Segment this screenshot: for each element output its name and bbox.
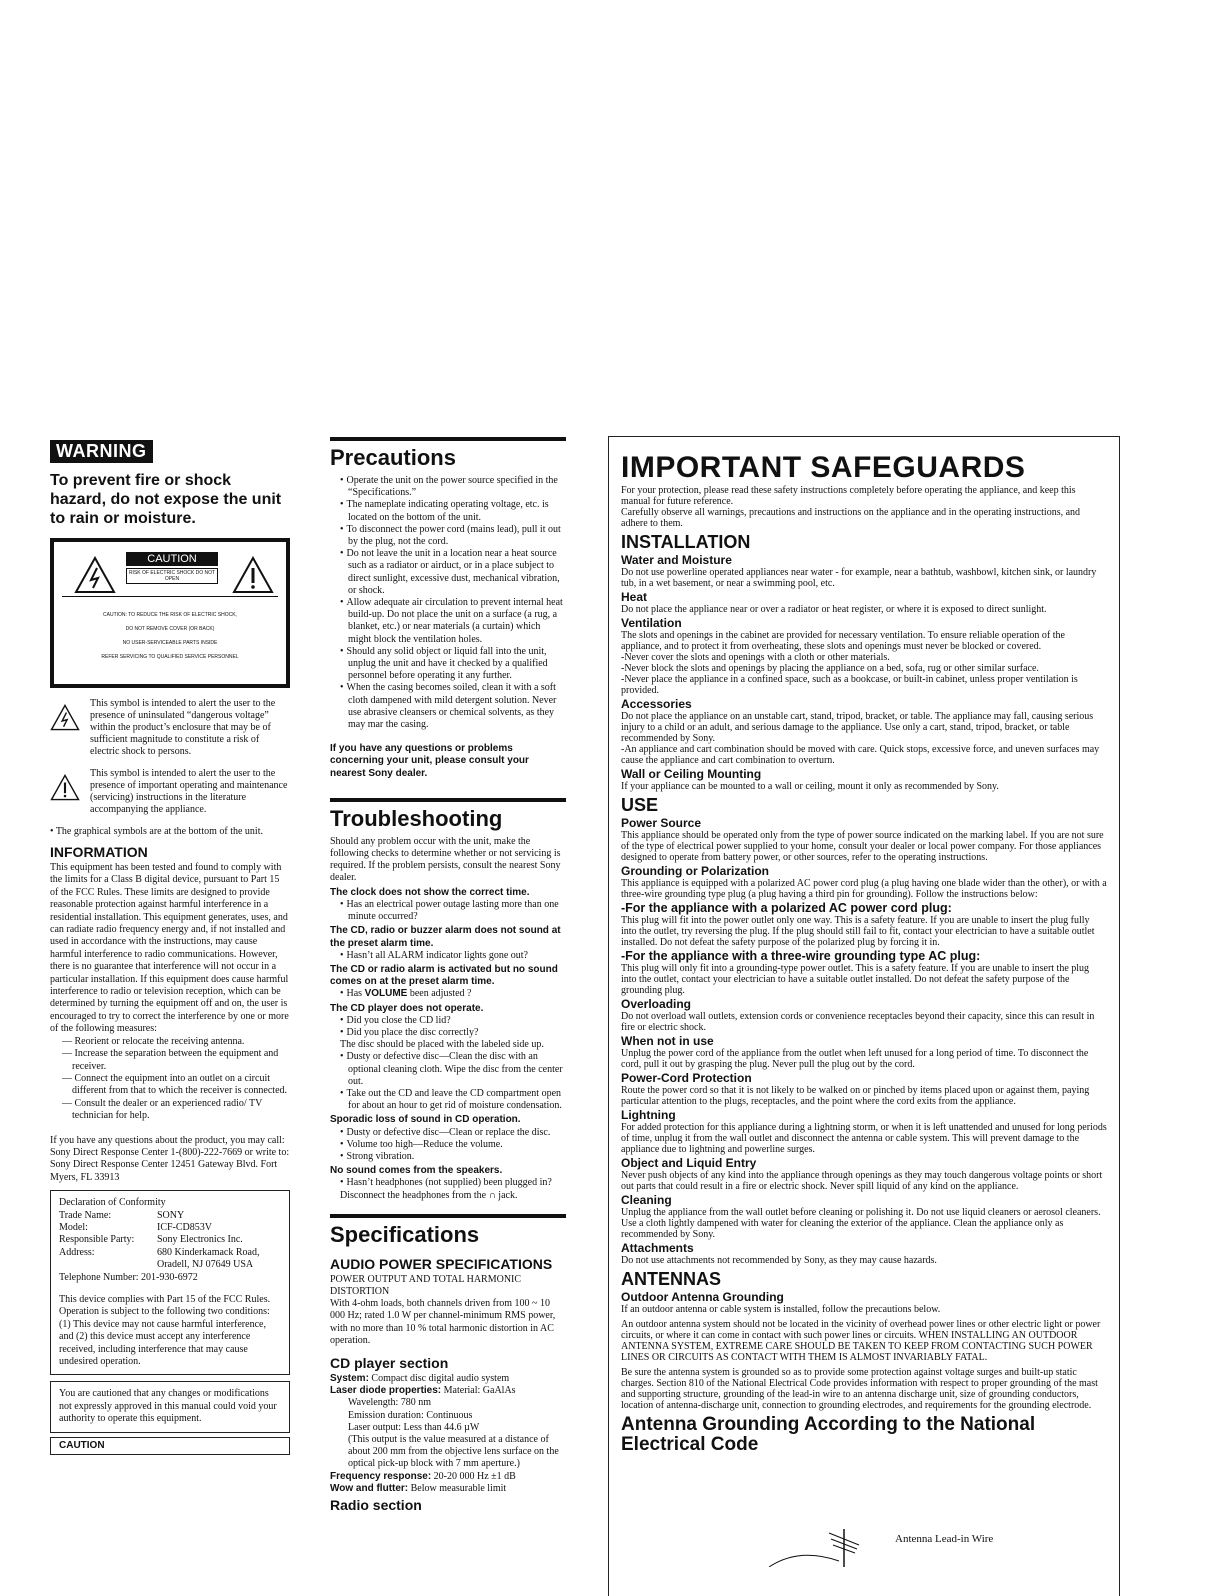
symbol-explanation-instructions: This symbol is intended to alert the user to the presence of important operating and maintenance (servicing) instructions in the literature accompanying the appliance. <box>50 768 290 816</box>
cd-player-heading: CD player section <box>330 1354 449 1371</box>
lightning-triangle-icon <box>74 556 116 594</box>
declaration-of-conformity: Declaration of Conformity Trade Name: SONY Model: ICF-CD853V Responsible Party: Sony Electronics Inc. Address: 680 Kinderkamack Road, Oradell, NJ 07649 USA Telephone Number: 201-930-6972 This device complies with Part 15 of the FCC Rules. Operation is subject to the following two conditions: (1) This device may not cause harmful interference, and (2) this device must accept any interference received, including interference that may cause undesired operation. <box>50 1190 290 1375</box>
contact-text: If you have any questions about the product, you may call: Sony Direct Response Center 1-(800)-222-7669 or write to: Sony Direct Response Center 12451 Gateway Blvd. Fort Myers, FL 33913 <box>50 1134 290 1183</box>
important-safeguards-panel: IMPORTANT SAFEGUARDS For your protection, please read these safety instructions completely before operating the appliance, and keep this manual for future reference. Carefully observe all warnings, precautions and instructions on the appliance and in the operating instructions, and adhere to them. INSTALLATION Water and Moisture Do not use powerline operated appliances near water - for example, near a bathtub, washbowl, kitchen sink, or laundry tub, in a wet basement, or near a swimming pool, etc. Heat Do not place the appliance near or over a radiator or heat register, or where it is exposed to direct sunlight. Ventilation The slots and openings in the cabinet are provided for necessary ventilation. To ensure reliable operation of the appliance, and to protect it from overheating, these slots and openings must never be blocked or covered. -Never cover the slots and openings with a cloth or other materials. -Never block the slots and openings by placing the appliance on a bed, sofa, rug or other similar surface. -Never place the appliance in a confined space, such as a bookcase, or built-in cabinet, unless proper ventilation is provided. Accessories Do not place the appliance on an unstable cart, stand, tripod, bracket, or table. The appliance may fall, causing serious injury to a child or an adult, and serious damage to the appliance. Use only a cart, stand, tripod, bracket, or table recommended by Sony. -An appliance and cart combination should be moved with care. Quick stops, excessive force, and uneven surfaces may cause the appliance and cart combination to overturn. Wall or Ceiling Mounting If your appliance can be mounted to a wall or ceiling, mount it only as recommended by Sony. USE Power Source This appliance should be operated only from the type of power source indicated on the marking label. If you are not sure of the type of electrical power supplied to your home, consult your dealer or local power company. For those appliances designed to operate from battery power, or other sources, refer to the operating instructions. Grounding or Polarization This appliance is equipped with a polarized AC power cord plug (a plug having one blade wider than the other), or with a three-wire grounding type plug (a plug having a third pin for grounding). Follow the instructions below: -For the appliance with a polarized AC power cord plug: This plug will fit into the power outlet only one way. This is a safety feature. If you are unable to insert the plug fully into the outlet, try reversing the plug. If the plug should still fail to fit, contact your electrician to have a suitable outlet installed. Do not defeat the safety purpose of the polarized plug by forcing it in. -For the appliance with a three-wire grounding type AC plug: This plug will only fit into a grounding-type power outlet. This is a safety feature. If you are unable to insert the plug into the outlet, contact your electrician to have a suitable outlet installed. Do not defeat the safety purpose of the grounding plug. Overloading Do not overload wall outlets, extension cords or convenience receptacles beyond their capacity, since this can result in fire or electric shock. When not in use Unplug the power cord of the appliance from the outlet when left unused for a long period of time. To disconnect the cord, pull it out by grasping the plug. Never pull the plug out by the cord. Power-Cord Protection Route the power cord so that it is not likely to be walked on or pinched by items placed upon or against them, paying particular attention to the plugs, receptacles, and the point where the cord exits from the appliance. Lightning For added protection for this appliance during a lightning storm, or when it is left unattended and unused for long periods of time, unplug it from the wall outlet and disconnect the antenna or cable system. This will prevent damage to the appliance due to lightning and powerline surges. Object and Liquid Entry Never push objects of any kind into the appliance through openings as they may touch dangerous voltage points or short out parts that could result in a fire or electric shock. Never spill liquid of any kind on the appliance. Cleaning Unplug the appliance from the wall outlet before cleaning or polishing it. Do not use liquid cleaners or aerosol cleaners. Use a cloth lightly dampened with water for cleaning the exterior of the appliance. Clean the appliance only as recommended by Sony. Attachments Do not use attachments not recommended by Sony, as they may cause hazards. ANTENNAS Outdoor Antenna Grounding If an outdoor antenna or cable system is installed, follow the precautions below. An outdoor antenna system should not be located in the vicinity of overhead power lines or other electric light or power circuits, or where it can come in contact with such power lines or circuits. WHEN INSTALLING AN OUTDOOR ANTENNA SYSTEM, EXTREME CARE SHOULD BE TAKEN TO KEEP FROM CONTACTING SUCH POWER LINES OR CIRCUITS AS CONTACT WITH THEM IS ALMOST INVARIABLY FATAL. Be sure the antenna system is grounded so as to provide some protection against voltage surges and built-up static charges. Section 810 of the National Electrical Code provides information with respect to proper grounding of the mast and supporting structure, grounding of the lead-in wire to an antenna discharge unit, size of grounding conductors, location of antenna-discharge unit, connection to grounding electrodes, and requirements for the grounding electrode. Antenna Grounding According to the National Electrical Code Antenna Lead-in Wire <box>608 436 1120 1596</box>
precautions-list <box>330 475 566 731</box>
list-item: • Has an electrical power outage lasting more than one minute occurred? <box>340 899 566 923</box>
list-item: • Take out the CD and leave the CD compartment open for about an hour to get rid of moisture condensation. <box>340 1088 566 1112</box>
list-item: • Do not leave the unit in a location near a heat source such as a radiator or airduct, or in a place subject to direct sunlight, excessive dust, mechanical vibration, or shock. <box>340 548 566 597</box>
list-item: • When the casing becomes soiled, clean it with a soft cloth dampened with mild detergent solution. Never use abrasive cleansers or chemical solvents, as they may mar the casing. <box>340 682 566 731</box>
installation-heading: INSTALLATION <box>621 532 751 552</box>
list-item: — Connect the equipment into an outlet on a circuit different from that to which the receiver is connected. <box>62 1072 288 1097</box>
list-item: • Hasn’t all ALARM indicator lights gone out? <box>340 950 566 962</box>
list-item: • Did you close the CD lid? <box>340 1015 566 1027</box>
antennas-heading: ANTENNAS <box>621 1269 722 1289</box>
warning-heading: To prevent fire or shock hazard, do not expose the unit to rain or moisture. <box>50 472 282 527</box>
caution-label: CAUTION RISK OF ELECTRIC SHOCK DO NOT OPEN <box>126 552 218 584</box>
antenna-grounding-diagram <box>759 1527 1099 1587</box>
interference-measures <box>50 1036 290 1123</box>
audio-specs-heading: AUDIO POWER SPECIFICATIONS <box>330 1255 553 1272</box>
list-item: • The nameplate indicating operating voltage, etc. is located on the bottom of the unit. <box>340 499 566 523</box>
warning-badge: WARNING <box>50 440 153 463</box>
specifications-heading: Specifications <box>330 1221 480 1247</box>
lightning-triangle-icon <box>50 704 80 731</box>
troubleshooting-intro: Should any problem occur with the unit, make the following checks to determine whether or not servicing is required. If the problem persists, consult the nearest Sony dealer. <box>330 835 561 884</box>
list-item: • Allow adequate air circulation to prevent internal heat build-up. Do not place the unit on a surface (a rug, a blanket, etc.) or near materials (a curtain) which might block the ventilation holes. <box>340 597 566 646</box>
list-item: • Hasn’t headphones (not supplied) been plugged in? <box>340 1177 566 1189</box>
bottom-caution: CAUTION <box>50 1437 290 1455</box>
information-heading: INFORMATION <box>50 844 148 860</box>
troubleshooting-heading: Troubleshooting <box>330 805 503 831</box>
precautions-heading: Precautions <box>330 445 456 470</box>
changes-caution: You are cautioned that any changes or modifications not expressly approved in this manual could void your authority to operate this equipment. <box>50 1381 290 1432</box>
exclamation-triangle-icon <box>50 774 80 801</box>
information-text: This equipment has been tested and found to comply with the limits for a Class B digital device, pursuant to Part 15 of the FCC Rules. These limits are designed to provide reasonable protection against harmful interference in a residential installation. This equipment generates, uses, and can radiate radio frequency energy and, if not installed and used in accordance with the instructions, may cause harmful interference to radio communications. However, there is no guarantee that interference will not occur in a particular installation. If this equipment does cause harmful interference to radio or television reception, which can be determined by turning the equipment off and on, the user is encouraged to try to correct the interference by one or more of the following measures: <box>50 862 289 1035</box>
list-item: • Dusty or defective disc—Clean or replace the disc. <box>340 1127 566 1139</box>
exclamation-triangle-icon <box>232 556 274 594</box>
safeguards-title: IMPORTANT SAFEGUARDS <box>621 451 1026 484</box>
precautions-contact: If you have any questions or problems concerning your unit, please consult your nearest Sony dealer. <box>330 743 529 779</box>
list-item: • Volume too high—Reduce the volume. <box>340 1139 566 1151</box>
radio-section-heading: Radio section <box>330 1497 422 1514</box>
list-item: • Has VOLUME been adjusted ? <box>340 988 566 1000</box>
nec-heading: Antenna Grounding According to the National Electrical Code <box>621 1414 1036 1455</box>
list-item: • Strong vibration. <box>340 1151 566 1163</box>
graphical-symbols-note: • The graphical symbols are at the bottom of the unit. <box>50 826 263 837</box>
symbol-explanation-voltage: This symbol is intended to alert the user to the presence of uninsulated “dangerous voltage” within the product’s enclosure that may be of sufficient magnitude to constitute a risk of electric shock to persons. <box>50 698 290 758</box>
list-item: • Dusty or defective disc—Clean the disc with an optional cleaning cloth. Wipe the disc from the center out. <box>340 1051 566 1088</box>
list-item: — Increase the separation between the equipment and receiver. <box>62 1048 279 1072</box>
caution-label-box <box>50 538 290 688</box>
antenna-lead-in-label: Antenna Lead-in Wire <box>895 1533 994 1545</box>
list-item: • To disconnect the power cord (mains lead), pull it out by the plug, not the cord. <box>340 524 566 548</box>
list-item: — Reorient or relocate the receiving antenna. <box>62 1035 245 1047</box>
middle-column: Precautions • Operate the unit on the power source specified in the “Specifications.” • The nameplate indicating operating voltage, etc. is located on the bottom of the unit. • To disconnect the power cord (mains lead), pull it out by the plug, not the cord. • Do not leave the unit in a location near a heat source such as a radiator or airduct, or in a place subject to direct sunlight, excessive dust, mechanical vibration, or shock. • Allow adequate air circulation to prevent internal heat build-up. Do not place the unit on a surface (a rug, a blanket, etc.) or near materials (a curtain) which might block the ventilation holes. • Should any solid object or liquid fall into the unit, unplug the unit and have it checked by a qualified personnel before operating it any further. • When the casing becomes soiled, clean it with a soft cloth dampened with mild detergent solution. Never use abrasive cleansers or chemical solvents, as they may mar the casing. If you have any questions or problems concerning your unit, please consult your nearest Sony dealer. Troubleshooting Should any problem occur with the unit, make the following checks to determine whether or not servicing is required. If the problem persists, consult the nearest Sony dealer. The clock does not show the correct time. • Has an electrical power outage lasting more than one minute occurred? The CD, radio or buzzer alarm does not sound at the preset alarm time. • Hasn’t all ALARM indicator lights gone out? The CD or radio alarm is activated but no sound comes on at the preset alarm time. • Has VOLUME been adjusted ? The CD player does not operate. • Did you close the CD lid? • Did you place the disc correctly? The disc should be placed with the labeled side up. • Dusty or defective disc—Clean the disc with an optional cleaning cloth. Wipe the disc from the center out. • Take out the CD and leave the CD compartment open for about an hour to get rid of moisture condensation. Sporadic loss of sound in CD operation. • Dusty or defective disc—Clean or replace the disc. • Volume too high—Reduce the volume. • Strong vibration. No sound comes from the speakers. • Hasn’t headphones (not supplied) been plugged in? Disconnect the headphones from the ∩ jack. Specifications AUDIO POWER SPECIFICATIONS POWER OUTPUT AND TOTAL HARMONIC DISTORTION With 4-ohm loads, both channels driven from 100 ~ 10 000 Hz; rated 1.0 W per channel-minimum RMS power, with no more than 10 % total harmonic distortion in AC operation. CD player section System: Compact disc digital audio system Laser diode properties: Material: GaAlAs Wavelength: 780 nm Emission duration: Continuous Laser output: Less than 44.6 µW (This output is the value measured at a distance of about 200 mm from the objective lens surface on the optical pick-up block with 7 mm aperture.) Frequency response: 20-20 000 Hz ±1 dB Wow and flutter: Below measurable limit Radio section <box>330 437 566 1515</box>
list-item: • Operate the unit on the power source specified in the “Specifications.” <box>340 475 566 499</box>
antenna-icon <box>759 1527 879 1567</box>
list-item: — Consult the dealer or an experienced radio/ TV technician for help. <box>62 1097 263 1122</box>
list-item: • Should any solid object or liquid fall into the unit, unplug the unit and have it checked by a qualified personnel before operating it any further. <box>340 646 566 683</box>
caution-instructions: CAUTION: TO REDUCE THE RISK OF ELECTRIC SHOCK, DO NOT REMOVE COVER (OR BACK) NO USER-SERVICEABLE PARTS INSIDE REFER SERVICING TO QUALIFIED SERVICE PERSONNEL <box>101 612 239 660</box>
use-heading: USE <box>621 795 659 815</box>
left-column <box>50 440 290 1455</box>
list-item: • Did you place the disc correctly? <box>340 1027 566 1039</box>
